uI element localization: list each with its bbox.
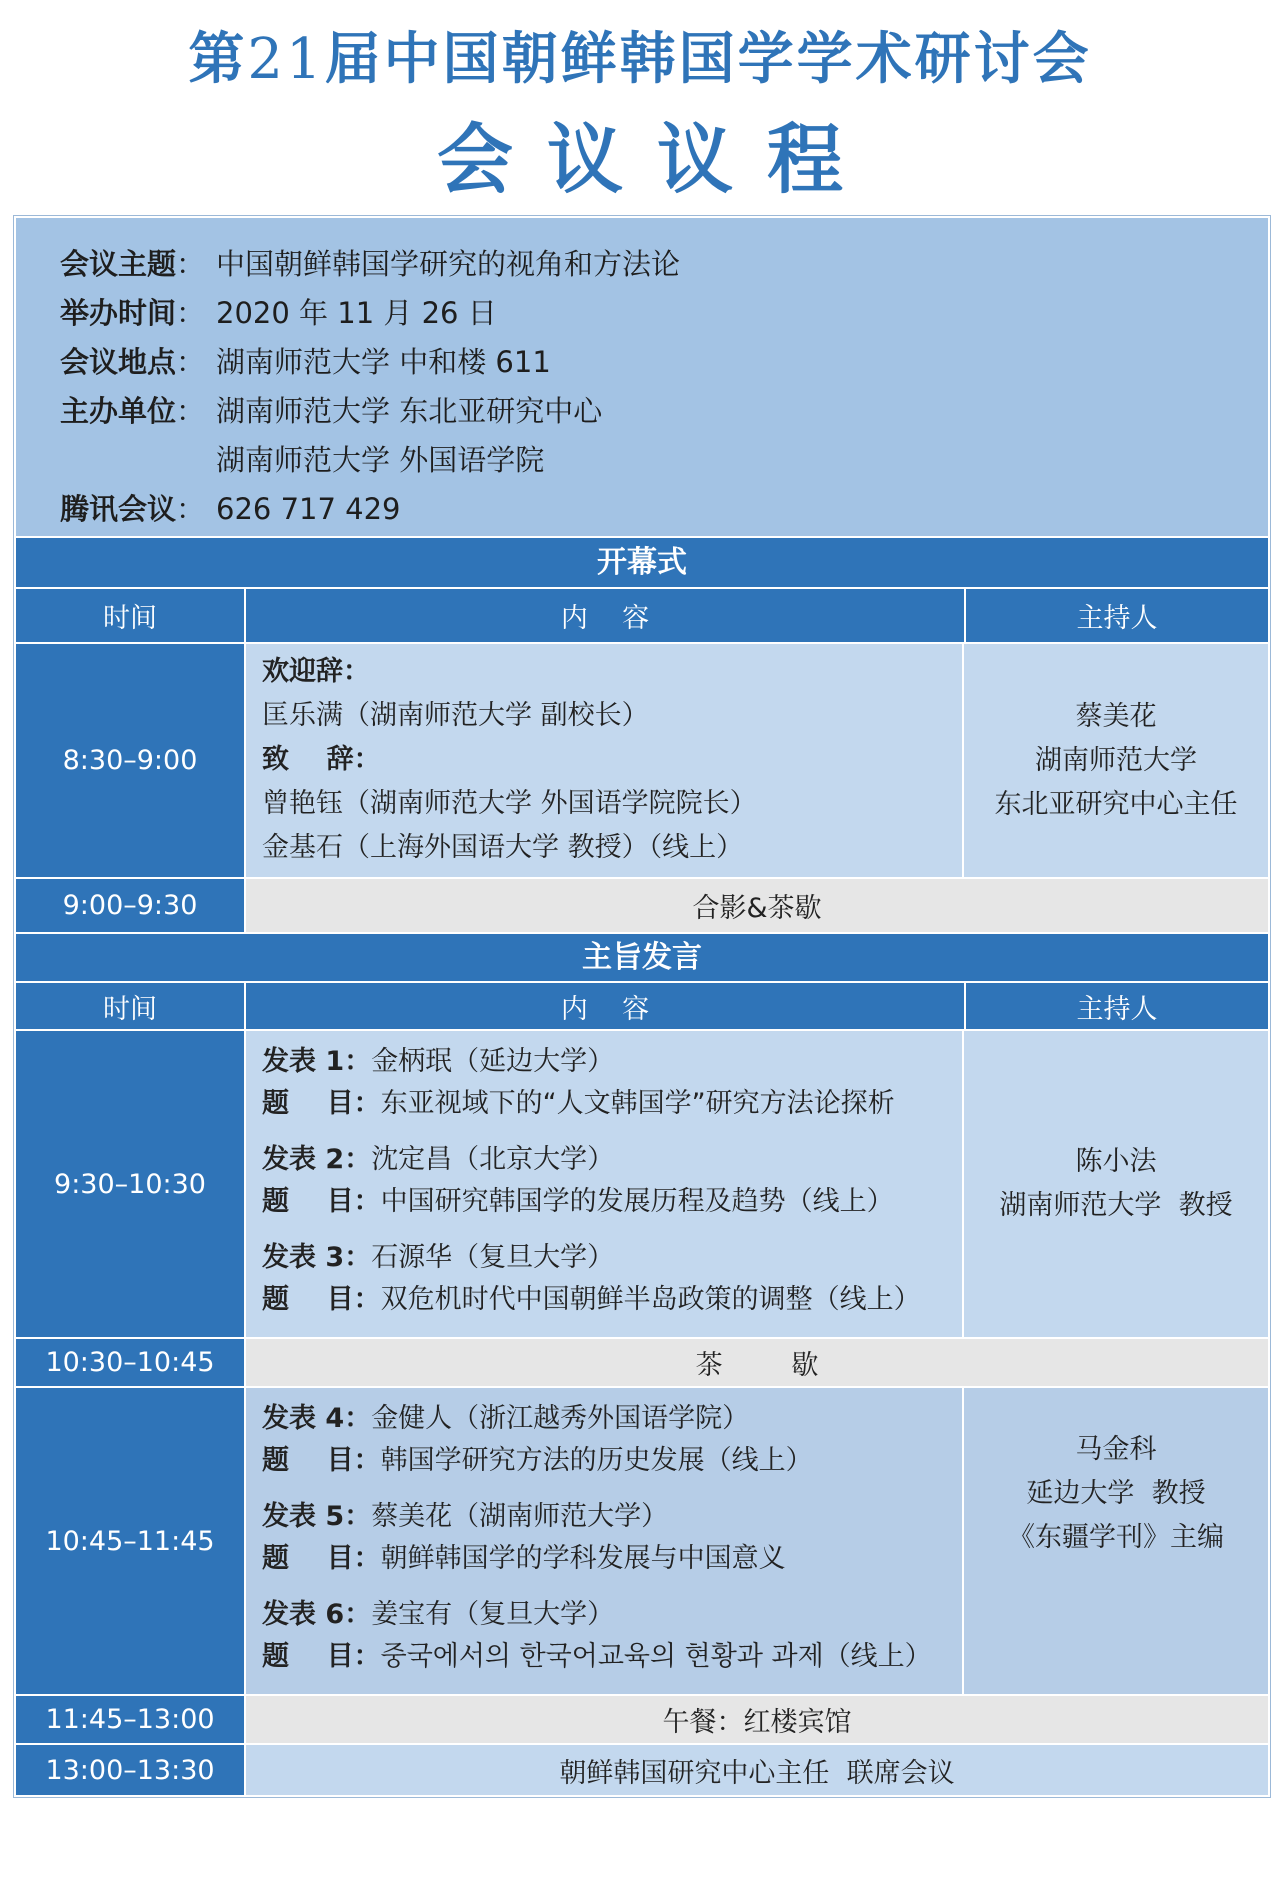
presentation-3-speaker: 石源华（复旦大学） bbox=[371, 1242, 615, 1273]
welcome-speaker: 匡乐满（湖南师范大学 副校长） bbox=[262, 700, 649, 731]
presentation-4-speaker: 金健人（浙江越秀外国语学院） bbox=[371, 1403, 750, 1434]
info-organizer-2 bbox=[60, 436, 1268, 485]
title-suffix: 届中国朝鲜韩国学学术研讨会 bbox=[324, 27, 1092, 92]
break1-row bbox=[16, 877, 1268, 932]
presentation-5-speaker: 蔡美花（湖南师范大学） bbox=[371, 1501, 669, 1532]
info-time: 举办时间： 2020 年 11 月 26 日 bbox=[60, 289, 1268, 338]
keynote-table-header bbox=[16, 981, 1268, 1029]
presentation-2-topic: 中国研究韩国学的发展历程及趋势（线上） bbox=[380, 1186, 894, 1217]
session1-time: 9:30–10:30 bbox=[16, 1031, 244, 1337]
theme-label: 会议主题 bbox=[60, 247, 177, 281]
session1-row bbox=[16, 1029, 1268, 1337]
address-speaker-1: 曾艳钰（湖南师范大学 外国语学院院长） bbox=[262, 788, 757, 819]
opening-banner: 开幕式 bbox=[16, 536, 1268, 587]
presentation-4: 发表 4：金健人（浙江越秀外国语学院） 题 目：韩国学研究方法的历史发展（线上） bbox=[262, 1403, 813, 1476]
organizer-label: 主办单位 bbox=[60, 394, 177, 428]
session2-time: 10:45–11:45 bbox=[16, 1388, 244, 1694]
presentation-6-topic: 중국에서의 한국어교육의 현황과 과제（线上） bbox=[380, 1641, 932, 1672]
keynote-banner: 主旨发言 bbox=[16, 932, 1268, 981]
break2-time: 10:30–10:45 bbox=[16, 1339, 244, 1386]
session2-row bbox=[16, 1386, 1268, 1694]
conference-title bbox=[0, 20, 1280, 100]
session1-host-name: 陈小法 bbox=[1075, 1146, 1157, 1177]
opening-time: 8:30–9:00 bbox=[16, 644, 244, 877]
lunch-label: 午餐：红楼宾馆 bbox=[244, 1696, 1268, 1743]
session2-host-role: 《东疆学刊》主编 bbox=[1008, 1522, 1224, 1553]
header-host: 主持人 bbox=[964, 983, 1268, 1029]
welcome-label: 欢迎辞： bbox=[262, 656, 370, 687]
lunch-time: 11:45–13:00 bbox=[16, 1696, 244, 1743]
agenda-sheet bbox=[14, 216, 1270, 1797]
info-panel bbox=[16, 218, 1268, 536]
presentation-6-speaker: 姜宝有（复旦大学） bbox=[371, 1599, 615, 1630]
header-content: 内 容 bbox=[244, 589, 964, 642]
presentation-4-topic: 韩国学研究方法的历史发展（线上） bbox=[380, 1445, 813, 1476]
address-label: 致 辞： bbox=[262, 744, 381, 775]
session1-host bbox=[962, 1031, 1268, 1337]
presentation-2: 发表 2：沈定昌（北京大学） 题 目：中国研究韩国学的发展历程及趋势（线上） bbox=[262, 1144, 894, 1217]
meeting-label: 朝鲜韩国研究中心主任 联席会议 bbox=[244, 1745, 1268, 1795]
info-theme: 会议主题： 中国朝鲜韩国学研究的视角和方法论 bbox=[60, 240, 1268, 289]
tencent-value: 626 717 429 bbox=[216, 492, 401, 526]
time-value: 2020 年 11 月 26 日 bbox=[216, 296, 497, 330]
presentation-3: 发表 3：石源华（复旦大学） 题 目：双危机时代中国朝鲜半岛政策的调整（线上） bbox=[262, 1242, 921, 1315]
opening-host-name: 蔡美花 bbox=[1075, 700, 1157, 732]
theme-value: 中国朝鲜韩国学研究的视角和方法论 bbox=[216, 247, 681, 281]
agenda-title: 会议议程 bbox=[437, 115, 877, 204]
info-organizer: 主办单位： 湖南师范大学 东北亚研究中心 bbox=[60, 387, 1268, 436]
presentation-5-topic: 朝鲜韩国学的学科发展与中国意义 bbox=[380, 1543, 786, 1574]
header-host: 主持人 bbox=[964, 589, 1268, 642]
opening-host-title: 东北亚研究中心主任 bbox=[994, 788, 1238, 820]
opening-host-org: 湖南师范大学 bbox=[1035, 744, 1197, 776]
session2-content bbox=[244, 1388, 962, 1694]
presentation-3-topic: 双危机时代中国朝鲜半岛政策的调整（线上） bbox=[380, 1284, 921, 1315]
organizer-value-2: 湖南师范大学 外国语学院 bbox=[216, 443, 545, 477]
presentation-5: 发表 5：蔡美花（湖南师范大学） 题 目：朝鲜韩国学的学科发展与中国意义 bbox=[262, 1501, 786, 1574]
header-content: 内 容 bbox=[244, 983, 964, 1029]
session2-host-title: 延边大学 教授 bbox=[1026, 1478, 1206, 1509]
session1-host-title: 湖南师范大学 教授 bbox=[999, 1190, 1233, 1221]
info-venue: 会议地点： 湖南师范大学 中和楼 611 bbox=[60, 338, 1268, 387]
info-tencent: 腾讯会议： 626 717 429 bbox=[60, 485, 1268, 534]
meeting-row bbox=[16, 1743, 1268, 1795]
session2-host-name: 马金科 bbox=[1075, 1434, 1157, 1465]
address-speaker-2: 金基石（上海外国语大学 教授）（线上） bbox=[262, 832, 744, 863]
tencent-label: 腾讯会议 bbox=[60, 492, 177, 526]
presentation-2-speaker: 沈定昌（北京大学） bbox=[371, 1144, 615, 1175]
opening-host bbox=[962, 644, 1268, 877]
venue-label: 会议地点 bbox=[60, 345, 177, 379]
presentation-1-speaker: 金柄珉（延边大学） bbox=[371, 1046, 615, 1077]
venue-value: 湖南师范大学 中和楼 611 bbox=[216, 345, 551, 379]
opening-table-header bbox=[16, 587, 1268, 642]
organizer-value-1: 湖南师范大学 东北亚研究中心 bbox=[216, 394, 603, 428]
time-label: 举办时间 bbox=[60, 296, 177, 330]
opening-row bbox=[16, 642, 1268, 877]
title-number: 21 bbox=[247, 27, 325, 92]
title-prefix: 第 bbox=[188, 27, 248, 92]
break1-label: 合影&茶歇 bbox=[244, 879, 1268, 932]
lunch-row bbox=[16, 1694, 1268, 1743]
meeting-time: 13:00–13:30 bbox=[16, 1745, 244, 1795]
break2-label: 茶 歇 bbox=[244, 1339, 1268, 1386]
presentation-1: 发表 1：金柄珉（延边大学） 题 目：东亚视域下的“人文韩国学”研究方法论探析 bbox=[262, 1046, 895, 1119]
break2-row bbox=[16, 1337, 1268, 1386]
header-time: 时间 bbox=[103, 993, 157, 1025]
presentation-6: 发表 6：姜宝有（复旦大学） 题 目：중국에서의 한국어교육의 현황과 과제（线上） bbox=[262, 1599, 932, 1672]
presentation-1-topic: 东亚视域下的“人文韩国学”研究方法论探析 bbox=[380, 1088, 895, 1119]
session2-host bbox=[962, 1388, 1268, 1694]
session1-content bbox=[244, 1031, 962, 1337]
header-time: 时间 bbox=[103, 603, 157, 634]
opening-content bbox=[244, 644, 962, 877]
break1-time: 9:00–9:30 bbox=[16, 879, 244, 932]
